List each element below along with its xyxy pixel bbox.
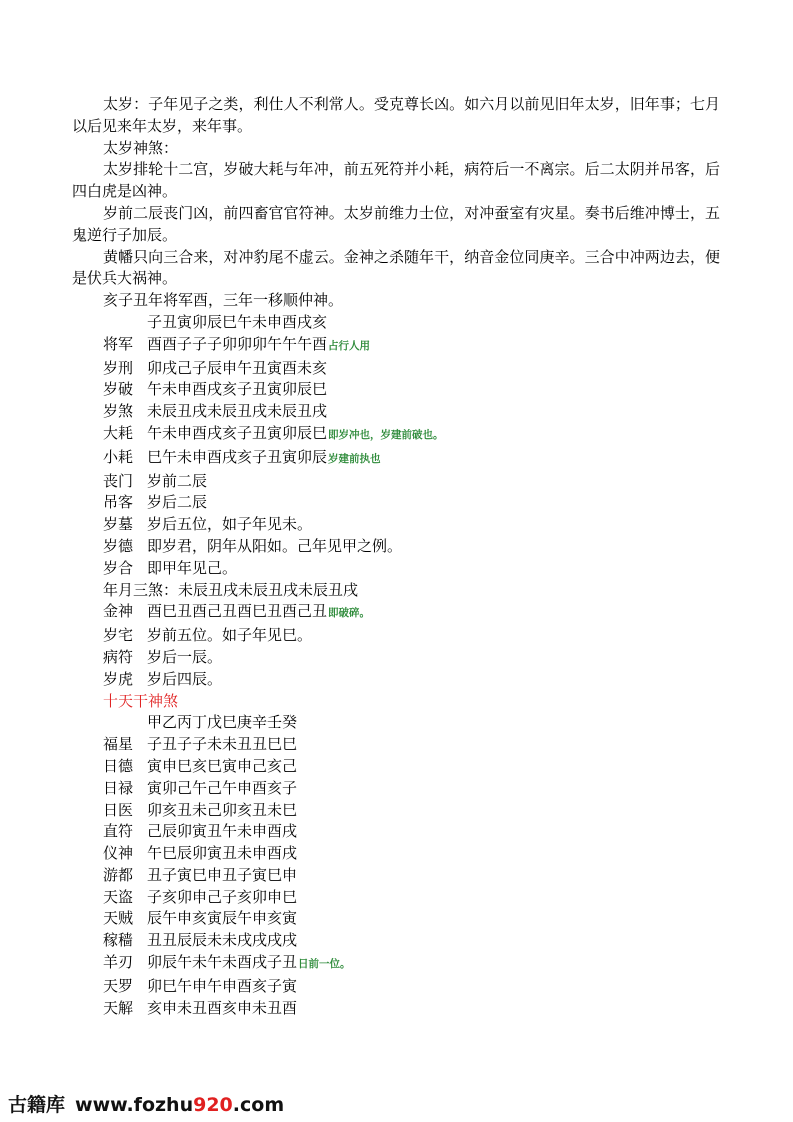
- row-label: 岁德: [103, 536, 134, 555]
- table-row: [72, 800, 720, 822]
- row-value: 酉酉子子子卯卯卯午午午酉: [147, 334, 328, 353]
- row-label: 游都: [103, 865, 134, 884]
- footer-watermark: [8, 1090, 284, 1117]
- row-label: 岁合: [103, 558, 134, 577]
- row-label: 直符: [103, 822, 134, 841]
- table-row: [72, 401, 720, 423]
- row-label: 天罗: [103, 976, 134, 995]
- table-row: [72, 908, 720, 930]
- row-label: 病符: [103, 647, 134, 666]
- row-label: 岁破: [103, 380, 134, 399]
- san-sha-line: 年月三煞：未辰丑戌未辰丑戌未辰丑戌: [103, 580, 359, 599]
- row-label: 日德: [103, 756, 134, 775]
- row-label: 岁墓: [103, 515, 134, 534]
- row-value: 岁前二辰: [147, 471, 208, 490]
- row-value: 辰午申亥寅辰午申亥寅: [147, 909, 298, 928]
- row-label: 福星: [103, 735, 134, 754]
- table-row: [72, 976, 720, 998]
- paragraph-taisui-shensha-heading: 太岁神煞：: [103, 138, 179, 157]
- table-row: [72, 423, 720, 447]
- row-value: 酉巳丑酉己丑酉巳丑酉己丑: [147, 602, 328, 621]
- row-value: 丑丑辰辰未未戌戌戌戌: [147, 931, 298, 950]
- table-row: [72, 514, 720, 536]
- row-label: 岁宅: [103, 626, 134, 645]
- row-label: 丧门: [103, 471, 134, 490]
- paragraph-verse-2: 岁前二辰丧门凶，前四畜官官符神。太岁前维力士位，对冲蚕室有灾星。奏书后维冲博士，五鬼逆行子加辰。: [72, 203, 720, 244]
- row-value: 岁后二辰: [147, 493, 208, 512]
- table-row: [72, 952, 720, 976]
- row-value: 午未申酉戌亥子丑寅卯辰巳: [147, 380, 328, 399]
- table-row: [72, 447, 720, 471]
- row-label: 岁煞: [103, 402, 134, 421]
- row-value: 未辰丑戌未辰丑戌未辰丑戌: [147, 402, 328, 421]
- row-label: 日医: [103, 800, 134, 819]
- table-row: [72, 492, 720, 514]
- table-row: [72, 536, 720, 558]
- table-row: [72, 558, 720, 580]
- row-value: 午巳辰卯寅丑未申酉戌: [147, 844, 298, 863]
- table-row: [72, 998, 720, 1020]
- row-label: 小耗: [103, 447, 134, 466]
- table-row: [72, 647, 720, 669]
- row-label: 金神: [103, 602, 134, 621]
- document-body: [72, 94, 720, 1019]
- row-label: 将军: [103, 334, 134, 353]
- row-note: 即破碎。: [328, 607, 371, 620]
- row-label: 天贼: [103, 909, 134, 928]
- row-value: 寅卯己午己午申酉亥子: [147, 778, 298, 797]
- branch-table-2: [72, 601, 720, 690]
- stem-section-title: 十天干神煞: [103, 691, 179, 710]
- branch-header-row: 子丑寅卯辰巳午未申酉戌亥: [147, 312, 328, 331]
- table-row: [72, 358, 720, 380]
- row-value: 子丑子子未未丑丑巳巳: [147, 735, 298, 754]
- row-value: 卯戌己子辰申午丑寅酉未亥: [147, 358, 328, 377]
- table-row: [72, 821, 720, 843]
- row-label: 羊刃: [103, 953, 134, 972]
- row-label: 仪神: [103, 844, 134, 863]
- row-value: 岁后五位，如子年见未。: [147, 515, 313, 534]
- row-note: 日前一位。: [298, 958, 351, 971]
- paragraph-verse-1: 太岁排轮十二宫，岁破大耗与年冲，前五死符并小耗，病符后一不离宗。后二太阴并吊客，后四白虎是凶神。: [72, 160, 720, 201]
- stem-header-row: 甲乙丙丁戊巳庚辛壬癸: [147, 713, 298, 732]
- paragraph-taisui: 太岁：子年见子之类，利仕人不利常人。受克尊长凶。如六月以前见旧年太岁，旧年事；七月以后见来年太岁，来年事。: [72, 95, 720, 135]
- row-note: 岁建前执也: [328, 452, 381, 465]
- table-row: [72, 887, 720, 909]
- row-value: 卯亥丑未己卯亥丑未巳: [147, 800, 298, 819]
- table-row: [72, 843, 720, 865]
- row-label: 日禄: [103, 778, 134, 797]
- row-value: 巳午未申酉戌亥子丑寅卯辰: [147, 447, 328, 466]
- row-value: 即岁君，阴年从阳如。己年见甲之例。: [147, 536, 403, 555]
- row-value: 子亥卯申己子亥卯申巳: [147, 887, 298, 906]
- row-note: 占行人用: [328, 339, 371, 352]
- row-value: 岁后四辰。: [147, 669, 223, 688]
- table-row: [72, 930, 720, 952]
- row-label: 吊客: [103, 493, 134, 512]
- row-label: 大耗: [103, 423, 134, 442]
- table-row: [72, 601, 720, 625]
- row-value: 岁前五位。如子年见巳。: [147, 626, 313, 645]
- table-row: [72, 778, 720, 800]
- table-row: [72, 734, 720, 756]
- row-note: 即岁冲也，岁建前破也。: [328, 428, 444, 441]
- footer-url-suffix: .com: [232, 1094, 285, 1116]
- row-value: 己辰卯寅丑午未申酉戌: [147, 822, 298, 841]
- row-label: 天解: [103, 998, 134, 1017]
- row-value: 即甲年见己。: [147, 558, 238, 577]
- table-row: [72, 625, 720, 647]
- row-value: 亥申未丑酉亥申未丑酉: [147, 998, 298, 1017]
- row-label: 岁刑: [103, 358, 134, 377]
- row-label: 天盗: [103, 887, 134, 906]
- table-row: [72, 865, 720, 887]
- row-label: 岁虎: [103, 669, 134, 688]
- table-row: [72, 471, 720, 493]
- paragraph-verse-3: 黄幡只向三合来，对冲豹尾不虚云。金神之杀随年干，纳音金位同庚辛。三合中冲两边去，便是伏兵大祸神。: [72, 247, 720, 288]
- branch-table: [72, 334, 720, 580]
- paragraph-verse-4: 亥子丑年将军酉，三年一移顺仲神。: [103, 291, 344, 310]
- table-row: [72, 669, 720, 691]
- row-value: 丑子寅巳申丑子寅巳申: [147, 865, 298, 884]
- table-row: [72, 334, 720, 358]
- table-row: [72, 379, 720, 401]
- row-label: 稼穑: [103, 931, 134, 950]
- footer-url-prefix: www.fozhu: [75, 1094, 194, 1116]
- row-value: 寅申巳亥巳寅申己亥己: [147, 756, 298, 775]
- footer-url-number: 920: [193, 1094, 233, 1116]
- row-value: 午未申酉戌亥子丑寅卯辰巳: [147, 423, 328, 442]
- stem-table: [72, 734, 720, 1019]
- row-value: 卯辰午未午未酉戌子丑: [147, 953, 298, 972]
- row-value: 岁后一辰。: [147, 647, 223, 666]
- row-value: 卯巳午申午申酉亥子寅: [147, 976, 298, 995]
- table-row: [72, 756, 720, 778]
- footer-brand: 古籍库: [8, 1094, 66, 1116]
